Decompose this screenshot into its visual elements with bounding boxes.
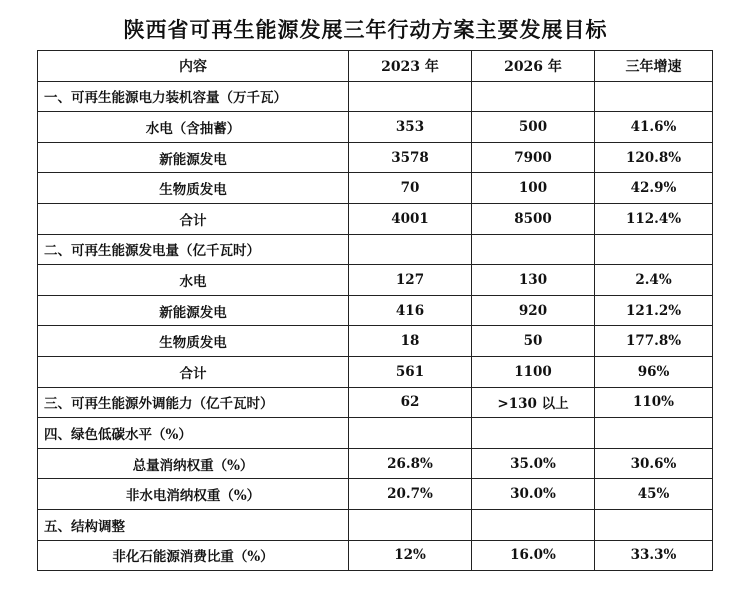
row-label: 四、绿色低碳水平（%） [38,418,349,449]
row-label: 生物质发电 [38,173,349,204]
row-label: 新能源发电 [38,142,349,173]
value-2023: 416 [349,295,472,326]
section-row [38,234,713,265]
value-2023: 127 [349,265,472,296]
value-2026: 16.0% [472,540,595,571]
value-2026: >130 以上 [472,387,595,418]
row-label: 生物质发电 [38,326,349,357]
row-label: 非水电消纳权重（%） [38,479,349,510]
value-2026: 30.0% [472,479,595,510]
value-2023: 561 [349,356,472,387]
table-row [38,326,713,357]
value-growth [595,509,713,540]
value-2026: 7900 [472,142,595,173]
table-row [38,448,713,479]
value-2026: 1100 [472,356,595,387]
value-2026: 100 [472,173,595,204]
value-2026: 8500 [472,203,595,234]
value-growth: 110% [595,387,713,418]
row-label: 总量消纳权重（%） [38,448,349,479]
header-2023: 2023 年 [349,51,472,82]
value-growth: 121.2% [595,295,713,326]
value-2023: 20.7% [349,479,472,510]
table-body [38,81,713,571]
table-row [38,203,713,234]
value-2023: 26.8% [349,448,472,479]
value-2026 [472,234,595,265]
value-2023: 18 [349,326,472,357]
targets-table [37,50,713,571]
row-label: 二、可再生能源发电量（亿千瓦时） [38,234,349,265]
value-2026: 35.0% [472,448,595,479]
value-growth [595,418,713,449]
value-2026: 130 [472,265,595,296]
section-row [38,81,713,112]
value-2023: 4001 [349,203,472,234]
header-2026: 2026 年 [472,51,595,82]
value-2023 [349,509,472,540]
value-growth: 33.3% [595,540,713,571]
table-row [38,173,713,204]
table-row [38,265,713,296]
value-2026 [472,509,595,540]
table-row [38,112,713,143]
row-label: 五、结构调整 [38,509,349,540]
value-growth [595,81,713,112]
table-row [38,356,713,387]
row-label: 三、可再生能源外调能力（亿千瓦时） [38,387,349,418]
table-row [38,540,713,571]
value-2026 [472,81,595,112]
row-label: 合计 [38,203,349,234]
table-title: 陕西省可再生能源发展三年行动方案主要发展目标 [123,17,608,42]
value-growth: 2.4% [595,265,713,296]
value-2026: 920 [472,295,595,326]
row-label: 水电 [38,265,349,296]
value-2023: 12% [349,540,472,571]
row-label: 一、可再生能源电力装机容量（万千瓦） [38,81,349,112]
row-label: 非化石能源消费比重（%） [38,540,349,571]
row-label: 水电（含抽蓄） [38,112,349,143]
header-row [38,51,713,82]
value-2023 [349,81,472,112]
value-growth: 112.4% [595,203,713,234]
value-2026 [472,418,595,449]
value-2026: 50 [472,326,595,357]
value-2023: 62 [349,387,472,418]
row-label: 合计 [38,356,349,387]
header-content: 内容 [38,51,349,82]
value-growth: 30.6% [595,448,713,479]
section-row [38,418,713,449]
value-2026: 500 [472,112,595,143]
value-2023 [349,234,472,265]
value-2023: 70 [349,173,472,204]
value-growth: 42.9% [595,173,713,204]
table-row [38,142,713,173]
value-growth: 177.8% [595,326,713,357]
value-growth [595,234,713,265]
value-growth: 120.8% [595,142,713,173]
table-row [38,479,713,510]
value-growth: 96% [595,356,713,387]
value-growth: 45% [595,479,713,510]
section-row [38,509,713,540]
value-2023: 3578 [349,142,472,173]
row-label: 新能源发电 [38,295,349,326]
table-row [38,295,713,326]
value-growth: 41.6% [595,112,713,143]
header-growth: 三年增速 [595,51,713,82]
value-2023 [349,418,472,449]
value-2023: 353 [349,112,472,143]
section-row [38,387,713,418]
